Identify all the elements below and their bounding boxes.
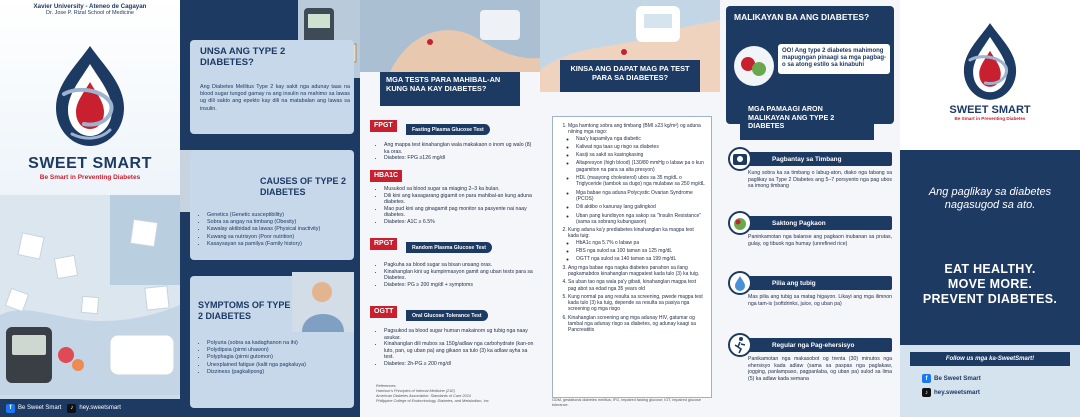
tiktok-link[interactable] [922,388,981,397]
criteria-item: 5. Kung normal pa ang resulta sa screening, pwede magpa test kada tulo (3) ka tuig, depende sa resulta sa pasiya nga screening og mga risgo [568,294,705,313]
causes-list [198,212,352,248]
follow-banner: Follow us mga ka-SweetSmart! [910,352,1070,366]
panel-who-should-test [540,0,720,417]
cause-item: • Kasaysayan sa pamilya (Family history) [207,241,352,248]
panel-info [180,0,360,417]
prevention-heading: Saktong Pagkaon [744,216,892,230]
symptom-item: • Polyphagia (pirmi gutomon) [207,354,352,361]
food-icon [728,211,752,235]
brand-name: SWEET SMART [949,104,1031,116]
reference-item: American Diabetes Association: Standards of Care 2024 [376,394,471,398]
tests-title: MGA TESTS PARA MAHIBAL-AN KUNG NAA KAY DIABETES? [380,72,520,106]
panel-cover-right [900,0,1080,417]
brand-block [0,155,180,181]
risk-item: ◦ Uban pang kundisyon nga sakop sa "Insulin Resistance" (sama sa sobrang kubungason) [576,213,705,226]
cause-item: • Sobra sa angay na timbang (Obesity) [207,219,352,226]
risk-item: ◦ Kasiji sa sakit sa kasingkasing [576,152,705,158]
risk-item: ◦ Mga babae nga aduna Polycystic Ovarian Syndrome (PCOS) [576,190,705,203]
prevention-desc: Mas pilia ang tubig sa matag higayon. Likayi ang mga ilimnon nga tam-is (softdrinks, juice, og uban pa) [748,294,892,307]
symptom-item: • Unexplained fatigue (kalit nga pagkaluya) [207,362,352,369]
who-should-test-list [552,116,712,398]
test-name-fpgt: Fasting Plasma Glucose Test [406,124,490,135]
reference-item: Harrison's Principles of Internal Medicine (21E) [376,389,456,393]
facebook-icon: f [6,404,15,413]
facebook-link[interactable] [6,404,61,413]
test-tag-hba1c: HBA1C [370,170,402,182]
test-detail: • Pagsukod sa blood sugar human makainom ug tubig nga naay asukar. [384,328,534,341]
answer-bubble: OO! Ang type 2 diabetes mahimong mapugngan pinaagi sa mga pagbag-o sa atong estilo sa kinabuhi [778,44,890,74]
risk-item: ◦ HDL (maayong cholesterol) ubos sa 35 mg/dL o Triglyceride (tambok sa dugo) nga mulabaw sa 250 mg/dL [576,175,705,188]
brand-tagline: Be Smart in Preventing Diabetes [39,174,141,181]
cause-item: • Kawalay aktibidad sa lawas (Physical inactivity) [207,226,352,233]
cta-line: MOVE MORE. [947,277,1033,291]
criteria-item: 6. Kinahanglan screening ang mga adunay HIV, gatumar og tambal nga adunay risgo sa diabetes, og adunay kaagi sa Pancreatitis [568,315,705,334]
symptom-item: • Polyuria (sobra sa kadaghanon na ihi) [207,340,352,347]
criteria-item [568,227,705,262]
prevention-desc: Paninkamotan nga balanse ang pagkaon inubanan sa prutas, gulay, og tibuok nga humay (unrefined rice) [748,234,892,247]
test-detail: • Dili kini ang kasagarang gigamit on para mahibal-an kung aduna diabetes. [384,193,534,206]
social-footer [0,399,180,417]
symptom-item: • Polydipsia (pirmi uhawon) [207,347,352,354]
risk-item: ◦ Kaliwat nga taas ug risgo sa diabetes [576,144,705,150]
test-detail: • Diabetes: A1C ≥ 6.5% [384,219,534,226]
test-detail: • Ang mappa test kinahanglan wala makakaon o inom ug walo (8) ka oras. [384,142,534,155]
school-name: Dr. Jose P. Rizal School of Medicine [46,10,134,16]
causes-title: CAUSES OF TYPE 2 DIABETES [260,176,347,197]
sweet-smart-logo [44,42,136,154]
prevention-title: MGA PAMAAGI ARON MALIKAYAN ANG TYPE 2 DIABETES [740,100,874,140]
sugar-cubes-photo [0,195,180,395]
test-tag-rpgt: RPGT [370,238,397,250]
brand-tagline: Be Smart in Preventing Diabetes [954,116,1026,121]
facebook-handle: Be Sweet Smart [18,405,62,411]
prevention-desc: Kung sobra ka sa timbang o labug-aton, diako nga tabang sa paglikay sa Type 2 Diabetes ang 5–7 porsyento nga pag ubos sa imong timbang [748,170,892,190]
test-detail: • Diabetes: PG ≥ 200 mg/dl + symptoms [384,282,534,289]
test-tag-fpgt: FPGT [370,120,397,132]
symptoms-title: SYMPTOMS OF TYPE 2 DIABETES [198,300,291,321]
test-name-rpgt: Random Plasma Glucose Test [406,242,492,253]
criteria-text: Kung aduna ka'y prediabetes kinahanglan ka magpa test kada tuig: [568,227,694,240]
brand-block [900,104,1080,121]
panel-prevention [720,0,900,417]
tiktok-handle: hey.sweetsmart [79,405,121,411]
risk-item: ◦ Dili aktibo o kanunay lang galingkod [576,204,705,210]
criteria-item: 4. Sa uban tao nga wala pa'y gibati, kinahanglan magpa test pag abot sa edad nga 35 years old [568,279,705,292]
criteria-text: Mga hamtong sobra ang timbang (BMI ≥23 kg/m²) og aduna niining mga risgo: [568,123,701,136]
reference-item: Philippine College of Endocrinology, Diabetes, and Metabolism, Inc. [376,399,490,403]
fruit-photo [732,44,776,88]
test-tag-ogtt: OGTT [370,306,397,318]
slogan-block [900,150,1080,345]
panel-tests [360,0,540,417]
rpgt-list [376,262,534,288]
test-detail: • Musukod sa blood sugar sa miaging 2–3 ka bulan. [384,186,534,193]
tiktok-handle: hey.sweetsmart [934,389,980,396]
university-name: Xavier University - Ateneo de Cagayan [33,3,147,10]
test-detail: • Kinahanglan dili mubos sa 150g/adlaw nga carbohydrate (kan-on luto, pan, ug uban pa) ang gikaon sa tulo (3) ka adlaw ayha sa test. [384,341,534,361]
school-header [0,0,180,22]
references-title: References: [376,384,397,388]
brand-name: SWEET SMART [28,155,152,172]
sweet-smart-logo [954,20,1026,106]
call-to-action [910,262,1070,307]
prevention-heading: Pagbantay sa Timbang [744,152,892,166]
prevention-desc: Panikamotan nga makasobot og trenta (30) minutos nga ehersisyo kada adlaw (sama sa paspas nga paglakaw, jogging, panlampaso, pagpanlaba, og uban pa) sulod sa lima (5) ka adlaw kada semana [748,356,892,382]
risk-item: ◦ OGTT nga sulod sa 140 taman sa 199 mg/dL [576,256,705,262]
panel-cover-left [0,0,180,417]
cta-line: EAT HEALTHY. [944,262,1036,276]
slogan-quote: Ang paglikay sa diabetes nagasugod sa ato. [928,186,1052,211]
symptoms-list [198,340,352,376]
water-icon [728,271,752,295]
question-title: MALIKAYAN BA ANG DIABETES? [734,12,870,22]
hba1c-list [376,186,534,226]
test-detail: • Diabetes: 2h-PG ≥ 200 mg/dl [384,361,534,368]
scale-icon [728,147,752,171]
facebook-link[interactable] [922,374,981,383]
test-detail: • Kinahanglan kini ug kumpirmasyon gamit ang uban tests para sa Diabetes. [384,269,534,282]
prevention-heading: Pilia ang tubig [744,276,892,290]
test-detail: • Pagkuha sa blood sugar sa bisan unsang oras. [384,262,534,269]
cta-line: PREVENT DIABETES. [922,292,1058,306]
risk-item: ◦ HbA1c nga 5.7% o labaw pa [576,240,705,246]
criteria-item [568,123,705,225]
abbreviations-note: GDM, gestational diabetes mellitus; IFG, impaired fasting glucose; IGT, impaired glucose tolerance. [552,398,701,407]
test-detail: • Mao pud kini ang ginagamit pag monitor sa pasyente nai naay diabetes. [384,206,534,219]
risk-item: ◦ Altapresyon (high blood) (130/80 mmHg o labaw pa o kun gagamiton na para sa alta presyon) [576,160,705,173]
tiktok-link[interactable] [67,404,121,413]
who-should-test-title: KINSA ANG DAPAT MAG PA TEST PARA SA DIABETES? [560,60,700,92]
cause-item: • Genetics (Genetic susceptibility) [207,212,352,219]
prevention-heading: Regular nga Pag-ehersisyo [744,338,892,352]
risk-item: ◦ FBS nga sulod sa 100 taman sa 125 mg/dL [576,248,705,254]
social-links [922,374,981,402]
risk-item: ◦ Naa'y kapamilya nga diabetic [576,136,705,142]
what-is-title: UNSA ANG TYPE 2 DIABETES? [200,46,286,68]
blood-test-photo [360,0,540,72]
symptom-item: • Dizziness (pagkalipong) [207,369,352,376]
facebook-icon: f [922,374,931,383]
criteria-item: 3. Ang mga babae nga nagka diabetes panahon sa ilang pagkamabdos kinahanglan magpatest kada tulo (3) ka tuig. [568,265,705,278]
test-name-ogtt: Oral Glucose Tolerance Test [406,310,488,321]
ogtt-list [376,328,534,368]
tiktok-icon: ♪ [67,404,76,413]
references [376,384,534,404]
facebook-handle: Be Sweet Smart [934,375,981,382]
cause-item: • Kuwang sa nutrisyon (Poor nutrition) [207,234,352,241]
tiktok-icon: ♪ [922,388,931,397]
exercise-icon [728,333,752,357]
fatigued-woman-photo [292,272,354,332]
what-is-body: Ang Diabetes Mellitus Type 2 kay sakit nga adunay taas na blood sugar tungod gamay ra ang insulin na mahimo sa lawas ug dili sakto ang epekto kay dili na matabalan ang lawas sa insulin. [200,84,350,112]
fpgt-list [376,142,534,162]
test-detail: • Diabetes: FPG ≥126 mg/dl [384,155,534,162]
